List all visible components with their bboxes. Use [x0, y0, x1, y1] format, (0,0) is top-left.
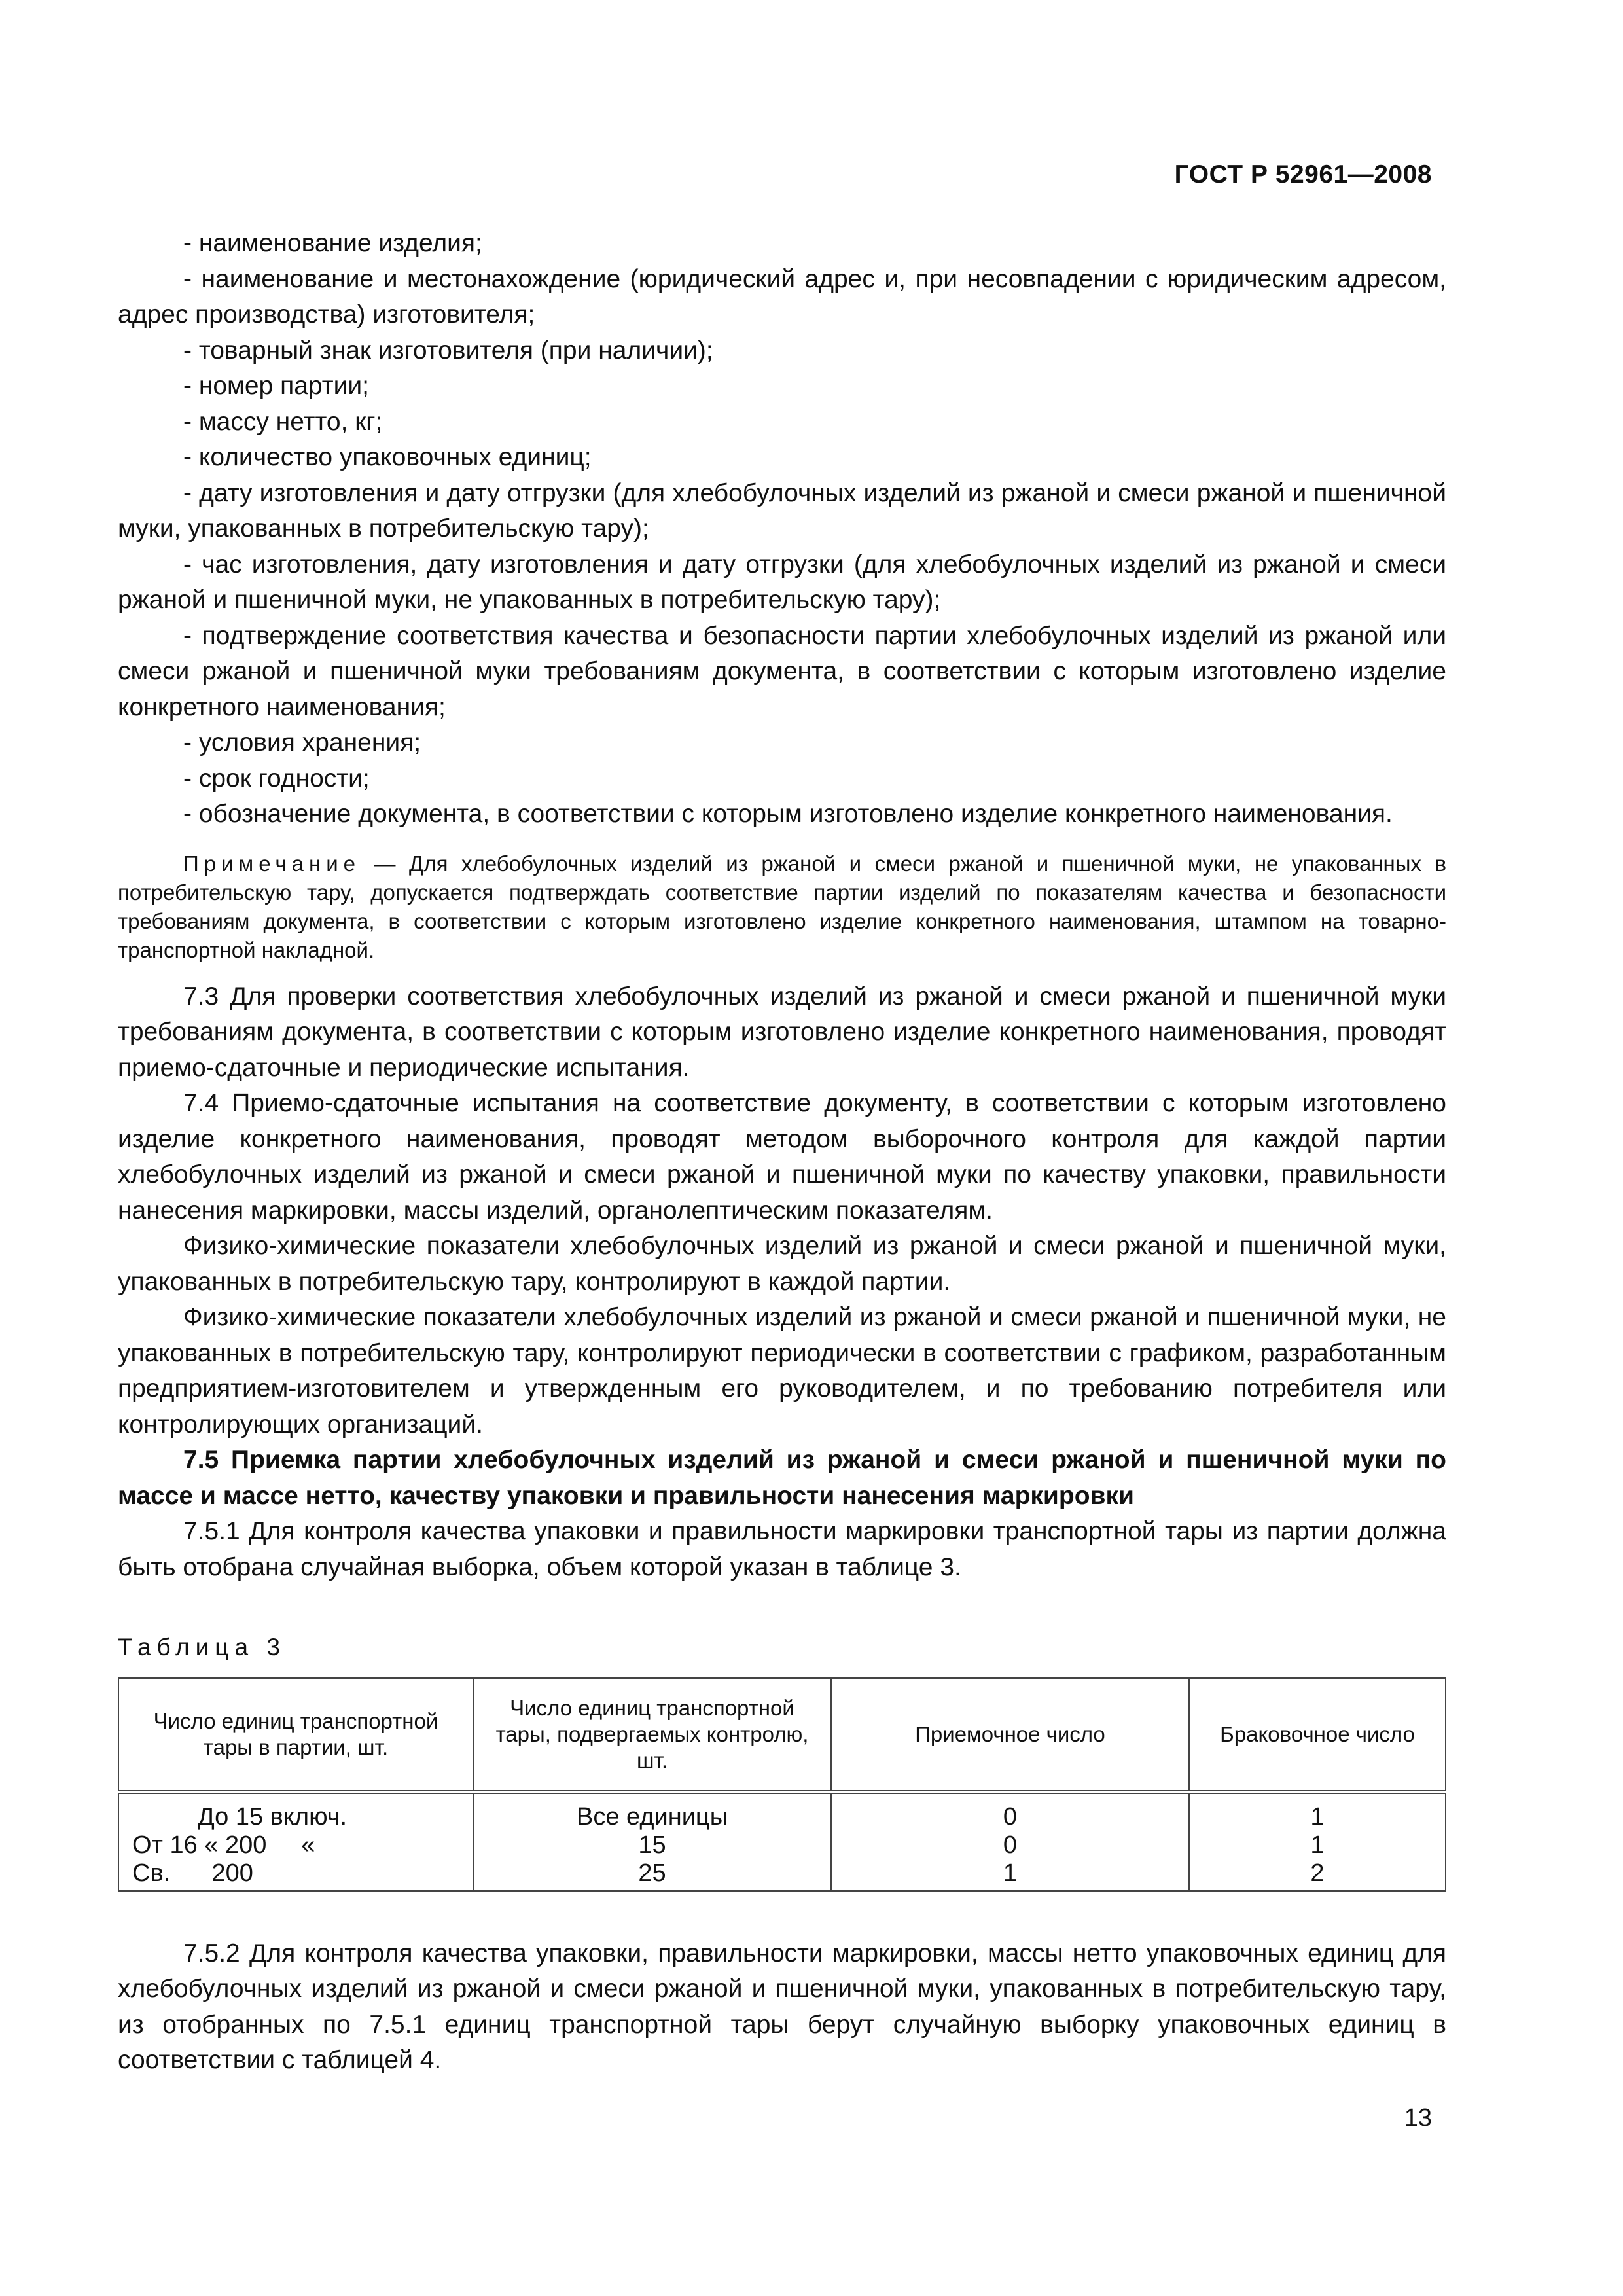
- list-item: - срок годности;: [183, 764, 370, 793]
- table-3: [118, 1677, 1446, 1892]
- list-item: - подтверждение соответствия качества и безопасности партии хлебобулочных изделий из ржаной или смеси ржаной и пшеничной муки требованиям документа, в соответствии с которым изготовлено изделие конкретного наименования;: [118, 621, 1446, 721]
- table-cell: Все единицы: [473, 1792, 831, 1831]
- table-cell: 15: [473, 1831, 831, 1859]
- list-item: - условия хранения;: [183, 728, 421, 757]
- list-item: - количество упаковочных единиц;: [183, 443, 592, 471]
- table-cell: Св. 200: [118, 1859, 473, 1891]
- table-cell: 0: [831, 1831, 1189, 1859]
- document-body: [118, 226, 1446, 2079]
- paragraph-7-5-2: 7.5.2 Для контроля качества упаковки, правильности маркировки, массы нетто упаковочных единиц для хлебобулочных изделий из ржаной и смеси ржаной и пшеничной муки, упакованных в потребительскую тару, из отобранных по 7.5.1 единиц транспортной тары берут случайную выборку упаковочных единиц в соответствии с таблицей 4.: [118, 1939, 1446, 2074]
- table-row: [118, 1792, 1446, 1831]
- note: [118, 850, 1446, 965]
- column-header: Браковочное число: [1189, 1678, 1446, 1792]
- note-label: Примечание: [183, 851, 361, 876]
- document-code: ГОСТ Р 52961—2008: [1174, 160, 1432, 188]
- section-heading-7-5: 7.5 Приемка партии хлебобулочных изделий из ржаной и смеси ржаной и пшеничной муки по массе и массе нетто, качеству упаковки и правильности нанесения маркировки: [118, 1446, 1446, 1510]
- list-item: - обозначение документа, в соответствии с которым изготовлено изделие конкретного наименования.: [183, 800, 1393, 828]
- list-item: - дату изготовления и дату отгрузки (для хлебобулочных изделий из ржаной и смеси ржаной и пшеничной муки, упакованных в потребительскую тару);: [118, 478, 1446, 543]
- table-row: [118, 1831, 1446, 1859]
- table-caption: Таблица 3: [118, 1634, 286, 1660]
- table-cell: 2: [1189, 1859, 1446, 1891]
- table-header-row: [118, 1678, 1446, 1792]
- column-header: Число единиц транспортной тары, подвергаемых контролю, шт.: [473, 1678, 831, 1792]
- table-cell: 1: [1189, 1831, 1446, 1859]
- list-item: - товарный знак изготовителя (при наличии);: [183, 336, 713, 365]
- paragraph-7-5-1: 7.5.1 Для контроля качества упаковки и правильности маркировки транспортной тары из партии должна быть отобрана случайная выборка, объем которой указан в таблице 3.: [118, 1517, 1446, 1581]
- list-item: - массу нетто, кг;: [183, 407, 383, 436]
- list-item: - наименование изделия;: [183, 229, 482, 257]
- paragraph-phys-chem-2: Физико-химические показатели хлебобулочных изделий из ржаной и смеси ржаной и пшеничной муки, не упакованных в потребительскую тару, контролируют периодически в соответствии с графиком, разработанным предприятием-изготовителем и утвержденным его руководителем, и по требованию потребителя или контролирующих организаций.: [118, 1303, 1446, 1439]
- table-cell: 1: [831, 1859, 1189, 1891]
- table-cell: От 16 « 200 «: [118, 1831, 473, 1859]
- list-item: - номер партии;: [183, 372, 369, 400]
- column-header: Приемочное число: [831, 1678, 1189, 1792]
- list-item: - наименование и местонахождение (юридический адрес и, при несовпадении с юридическим адресом, адрес производства) изготовителя;: [118, 264, 1446, 329]
- table-cell: 1: [1189, 1792, 1446, 1831]
- note-text: — Для хлебобулочных изделий из ржаной и смеси ржаной и пшеничной муки, не упакованных в потребительскую тару, допускается подтверждать соответствие партии изделий по показателям качества и безопасности требованиям документа, в соответствии с которым изготовлено изделие конкретного наименования, штампом на товарно-транспортной накладной.: [118, 851, 1446, 962]
- table-row: [118, 1859, 1446, 1891]
- paragraph-7-4: 7.4 Приемо-сдаточные испытания на соответствие документу, в соответствии с которым изготовлено изделие конкретного наименования, проводят методом выборочного контроля для каждой партии хлебобулочных изделий из ржаной и смеси ржаной и пшеничной муки по качеству упаковки, правильности нанесения маркировки, массы изделий, органолептическим показателям.: [118, 1089, 1446, 1225]
- table-cell: До 15 включ.: [118, 1792, 473, 1831]
- table-cell: 25: [473, 1859, 831, 1891]
- paragraph-phys-chem-1: Физико-химические показатели хлебобулочных изделий из ржаной и смеси ржаной и пшеничной муки, упакованных в потребительскую тару, контролируют в каждой партии.: [118, 1232, 1446, 1296]
- page-number: 13: [1404, 2104, 1432, 2132]
- column-header: Число единиц транспортной тары в партии, шт.: [118, 1678, 473, 1792]
- table-cell: 0: [831, 1792, 1189, 1831]
- paragraph-7-3: 7.3 Для проверки соответствия хлебобулочных изделий из ржаной и смеси ржаной и пшеничной муки требованиям документа, в соответствии с которым изготовлено изделие конкретного наименования, проводят приемо-сдаточные и периодические испытания.: [118, 982, 1446, 1082]
- list-item: - час изготовления, дату изготовления и дату отгрузки (для хлебобулочных изделий из ржаной и смеси ржаной и пшеничной муки, не упакованных в потребительскую тару);: [118, 550, 1446, 614]
